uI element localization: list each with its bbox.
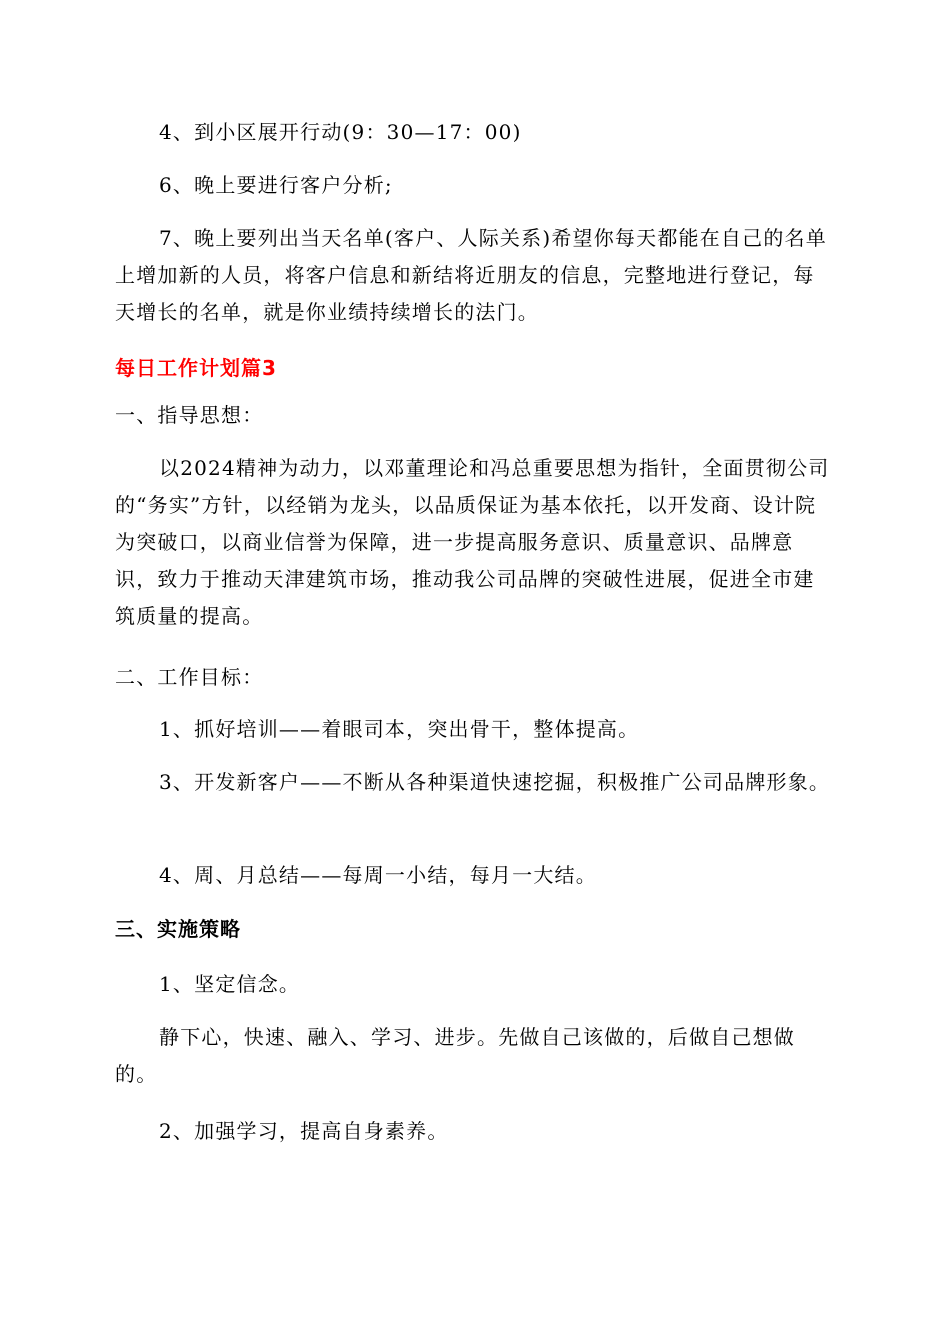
section-heading-strategy: 三、实施策略 xyxy=(115,917,241,941)
goal-item-3: 3、开发新客户——不断从各种渠道快速挖掘，积极推广公司品牌形象。 xyxy=(159,770,831,794)
section-heading-plan-3: 每日工作计划篇3 xyxy=(115,356,277,380)
subheading-work-goals: 二、工作目标： xyxy=(115,665,264,689)
paragraph-item-4: 4、到小区展开行动(9：30—17：00) xyxy=(159,120,522,144)
strategy-item-2: 2、加强学习，提高自身素养。 xyxy=(159,1119,449,1143)
goal-item-4: 4、周、月总结——每周一小结，每月一大结。 xyxy=(159,863,597,887)
paragraph-item-7: 7、晚上要列出当天名单(客户、人际关系)希望你每天都能在自己的名单上增加新的人员，将客户信息和新结将近朋友的信息，完整地进行登记，每天增长的名单，就是你业绩持续增长的法门。 xyxy=(115,226,827,324)
strategy-paragraph: 静下心，快速、融入、学习、进步。先做自己该做的，后做自己想做的。 xyxy=(115,1025,795,1086)
paragraph-guiding-thought: 以2024精神为动力，以邓董理论和冯总重要思想为指针，全面贯彻公司的“务实”方针，以经销为龙头，以品质保证为基本依托，以开发商、设计院为突破口，以商业信誉为保障，进一步提高服务意识、质量意识、品牌意识，致力于推动天津建筑市场，推动我公司品牌的突破性进展，促进全市建筑质量的提高。 xyxy=(115,456,830,628)
strategy-item-1: 1、坚定信念。 xyxy=(159,972,301,996)
subheading-guiding-thought: 一、指导思想： xyxy=(115,403,264,427)
paragraph-item-6: 6、晚上要进行客户分析; xyxy=(159,173,393,197)
goal-item-1: 1、抓好培训——着眼司本，突出骨干，整体提高。 xyxy=(159,717,640,741)
